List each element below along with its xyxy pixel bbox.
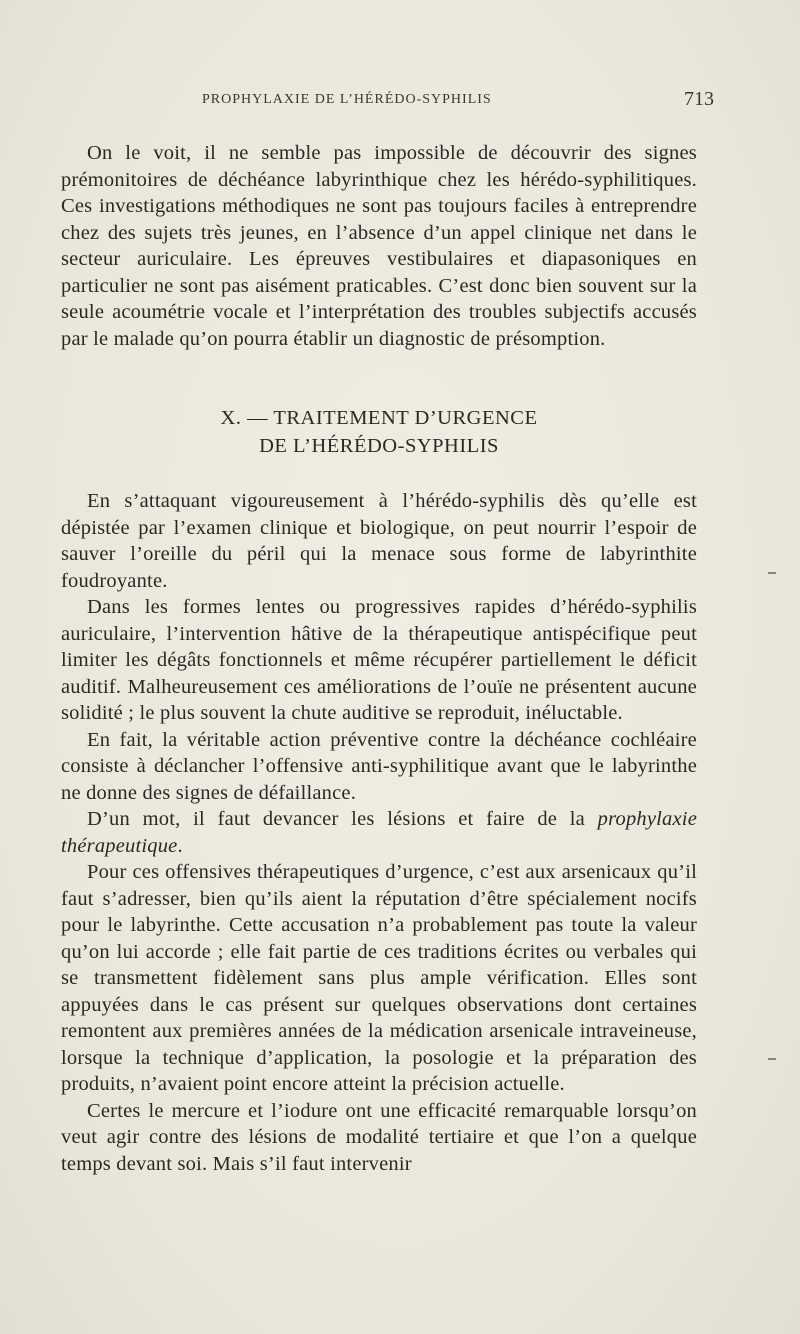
margin-mark — [768, 572, 776, 574]
page-header — [60, 88, 714, 118]
section-heading-line-1: X. — TRAITEMENT D’URGENCE — [220, 407, 538, 429]
page-number: 713 — [684, 88, 714, 110]
paragraph-5-end: . — [177, 834, 183, 857]
paragraph-1: On le voit, il ne semble pas impossible de découvrir des signes prémonitoires de déchéance labyrinthique chez les hérédo-syphilitiques. Ces investigations méthodiques ne sont pas toujours faciles à entreprendre chez des sujets très jeunes, en l’absence d’un appel clinique net dans le secteur auriculaire. Les épreuves vestibulaires et diapasoniques en particulier ne sont pas aisément praticables. C’est donc bien souvent sur la seule acoumétrie vocale et l’interprétation des troubles subjectifs accusés par le malade qu’on pourra établir un diagnostic de présomption. — [61, 142, 697, 350]
paragraph-3: Dans les formes lentes ou progressives rapides d’hérédo-syphilis auriculaire, l’intervention hâtive de la thérapeutique antispécifique peut limiter les dégâts fonctionnels et même récupérer partiellement le déficit auditif. Malheureusement ces améliorations de l’ouïe ne présentent aucune solidité ; le plus souvent la chute auditive se reproduit, inéluctable. — [61, 596, 697, 724]
section-heading-line-2: DE L’HÉRÉDO-SYPHILIS — [259, 435, 499, 457]
paragraph-4: En fait, la véritable action préventive contre la déchéance cochléaire consiste à déclancher l’offensive anti-syphilitique avant que le labyrinthe ne donne des signes de défaillance. — [61, 728, 697, 804]
paragraph-6: Pour ces offensives thérapeutiques d’urgence, c’est aux arsenicaux qu’il faut s’adresser, bien qu’ils aient la réputation d’être spécialement nocifs pour le labyrinthe. Cette accusation n’a probablement pas toute la valeur qu’on lui accorde ; elle fait partie de ces traditions écrites ou verbales qui se transmettent fidèlement sans plus ample vérification. Elles sont appuyées dans le cas présent sur quelques observations dont certaines remontent aux premières années de la médication arsenicale intraveineuse, lorsque la technique d’application, la posologie et la préparation des produits, n’avaient point encore atteint la précision actuelle. — [61, 861, 697, 1095]
running-title: PROPHYLAXIE DE L’HÉRÉDO-SYPHILIS — [202, 92, 492, 107]
paragraph-5-italic: prophylaxie thérapeutique — [61, 808, 697, 857]
paragraph-5-start: D’un mot, il faut devancer les lésions et faire de la — [87, 808, 598, 830]
paragraph-5 — [61, 806, 697, 859]
section-heading — [61, 404, 697, 460]
body-text — [61, 140, 697, 1177]
margin-mark — [768, 1058, 776, 1060]
paragraph-7: Certes le mercure et l’iodure ont une efficacité remarquable lorsqu’on veut agir contre des lésions de modalité tertiaire et que l’on a quelque temps devant soi. Mais s’il faut intervenir — [61, 1099, 697, 1175]
paragraph-2: En s’attaquant vigoureusement à l’hérédo-syphilis dès qu’elle est dépistée par l’examen clinique et biologique, on peut nourrir l’espoir de sauver l’oreille du péril qui la menace sous forme de labyrinthite foudroyante. — [61, 490, 697, 592]
